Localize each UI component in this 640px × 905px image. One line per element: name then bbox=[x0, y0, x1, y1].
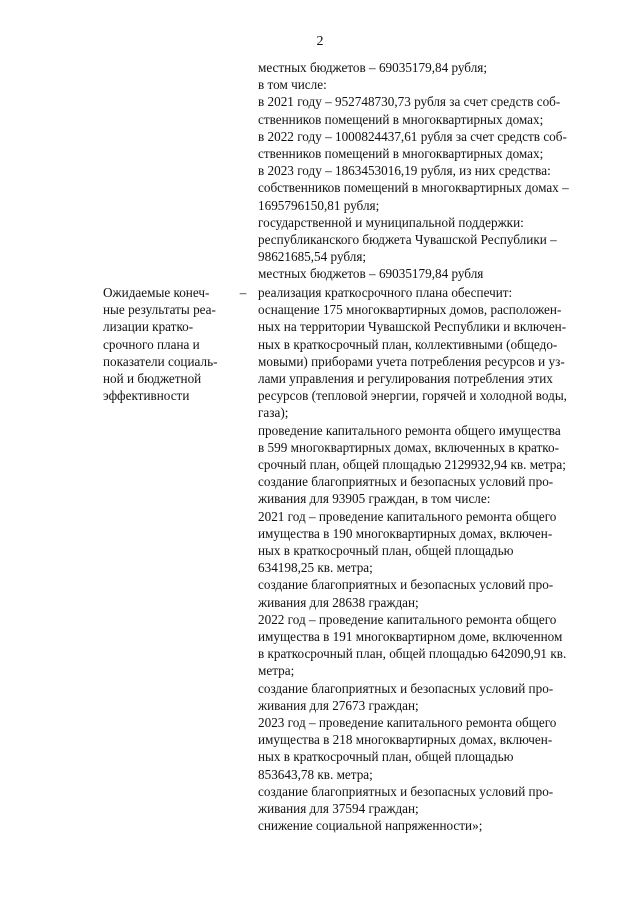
funding-line: местных бюджетов – 69035179,84 рубля; bbox=[258, 60, 488, 75]
funding-line: в 2022 году – 1000824437,61 рубля за счет средств соб- ственников помещений в многоквартирных домах; bbox=[258, 128, 567, 162]
result-item: 2023 год – проведение капитального ремонта общего имущества в 218 многоквартирных домах, включен- ных в краткосрочный план, общей площадью 853643,78 кв. метра; bbox=[258, 715, 557, 782]
result-item: снижение социальной напряженности»; bbox=[258, 818, 483, 834]
results-list bbox=[258, 284, 588, 835]
section-label bbox=[103, 284, 229, 404]
result-item: 2022 год – проведение капитального ремонта общего имущества в 191 многоквартирном доме, включенном в краткосрочный план, общей площадью 642090,91 кв. метра; bbox=[258, 611, 567, 679]
result-item: создание благоприятных и безопасных условий про- живания для 27673 граждан; bbox=[258, 680, 554, 713]
funding-line: в 2021 году – 952748730,73 рубля за счет средств соб- ственников помещений в многоквартирных домах; bbox=[258, 94, 561, 127]
result-item: создание благоприятных и безопасных условий про- живания для 28638 граждан; bbox=[258, 577, 554, 610]
funding-line: местных бюджетов – 69035179,84 рубля bbox=[258, 266, 484, 282]
result-item: создание благоприятных и безопасных условий про- живания для 93905 граждан, в том числе: bbox=[258, 474, 554, 507]
funding-line: республиканского бюджета Чувашской Республики – 98621685,54 рубля; bbox=[258, 232, 557, 265]
funding-line: в 2023 году – 1863453016,19 рубля, из них средства: bbox=[258, 163, 551, 179]
page-number: 2 bbox=[316, 34, 324, 49]
section-label-text: Ожидаемые конеч- ные результаты реа- лизации кратко- срочного плана и показатели социаль- ной и бюджетной эффективности bbox=[103, 285, 218, 404]
result-item: оснащение 175 многоквартирных домов, расположен- ных на территории Чувашской Республики и включен- ных в краткосрочный план, коллективными (общедо- мовыми) приборами учета потребления ресурсов и уз- лами управления и регулирования потребления этих ресурсов (тепловой энергии, горячей и холодной воды, газа); bbox=[258, 302, 567, 421]
funding-line: в том числе: bbox=[258, 77, 327, 93]
result-item: проведение капитального ремонта общего имущества в 599 многоквартирных домах, включенных в кратко- срочный план, общей площадью 2129932,94 кв. метра; bbox=[258, 422, 566, 473]
funding-line: государственной и муниципальной поддержки: bbox=[258, 214, 524, 230]
result-item: 2021 год – проведение капитального ремонта общего имущества в 190 многоквартирных домах, включен- ных в краткосрочный план, общей площадью 634198,25 кв. метра; bbox=[258, 508, 557, 576]
funding-line: собственников помещений в многоквартирных домах – 1695796150,81 рубля; bbox=[258, 180, 569, 213]
result-item: создание благоприятных и безопасных условий про- живания для 37594 граждан; bbox=[258, 783, 554, 817]
funding-continuation bbox=[258, 59, 588, 283]
label-separator: – bbox=[239, 285, 247, 300]
result-item: реализация краткосрочного плана обеспечит: bbox=[258, 285, 513, 300]
